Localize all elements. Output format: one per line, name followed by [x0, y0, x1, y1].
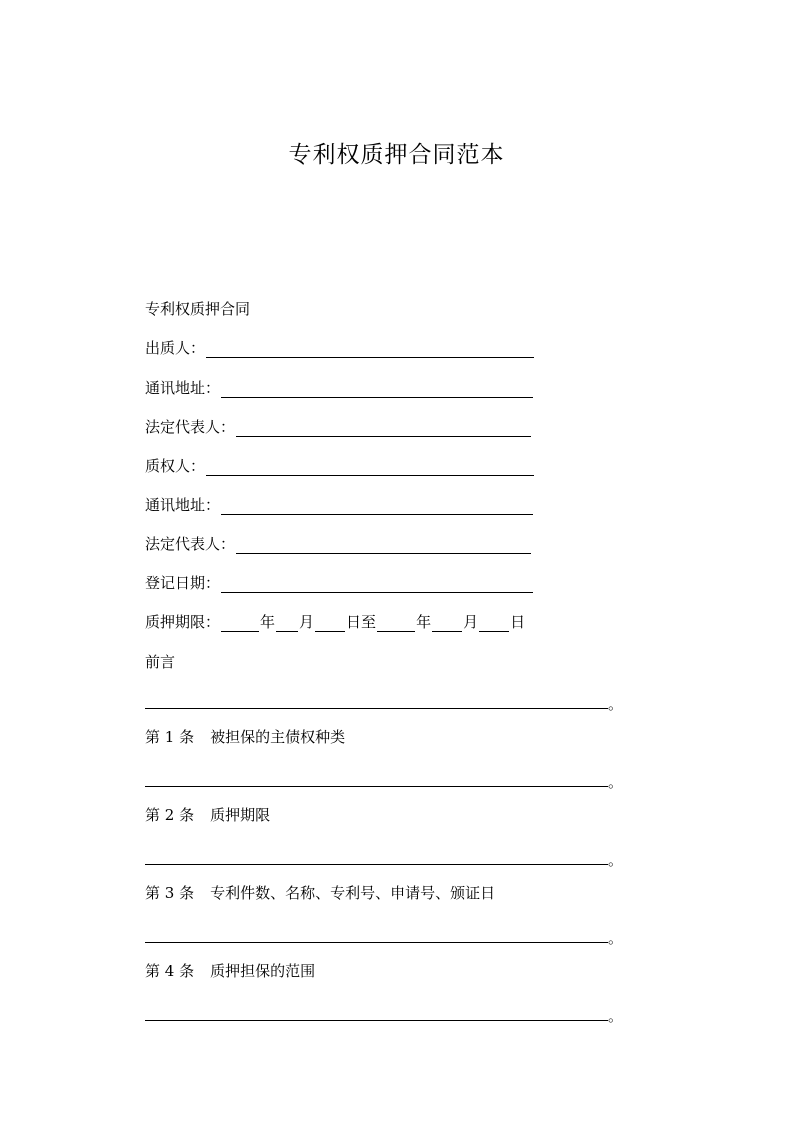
- article-title: 被担保的主债权种类: [210, 728, 346, 746]
- preface-blank[interactable]: [145, 690, 608, 709]
- article-blank[interactable]: [145, 924, 608, 943]
- article-number: 第 3 条: [145, 884, 195, 902]
- field-label: 通讯地址：: [145, 496, 221, 514]
- period-mark: 。: [608, 695, 624, 713]
- field-registration-date: [145, 573, 534, 593]
- document-title: 专利权质押合同范本: [288, 142, 505, 168]
- article-heading: [145, 883, 495, 903]
- month-blank[interactable]: [432, 614, 462, 632]
- month-blank[interactable]: [276, 614, 298, 632]
- field-blank[interactable]: [236, 419, 531, 437]
- field-pledgee-representative: [145, 534, 532, 554]
- year-label: 年: [260, 613, 276, 631]
- article-number: 第 4 条: [145, 962, 195, 980]
- year-blank[interactable]: [377, 614, 415, 632]
- article-heading: [145, 961, 315, 981]
- field-pledgor: [145, 338, 535, 358]
- field-label: 质押期限：: [145, 613, 221, 631]
- day-to-label: 日至: [346, 613, 377, 631]
- field-blank[interactable]: [221, 575, 533, 593]
- article-number: 第 1 条: [145, 728, 195, 746]
- article-heading: [145, 727, 345, 747]
- article-heading: [145, 805, 270, 825]
- field-blank[interactable]: [221, 380, 533, 398]
- field-label: 质权人：: [145, 457, 206, 475]
- field-blank[interactable]: [221, 497, 533, 515]
- preface-heading: [145, 652, 175, 672]
- field-label: 法定代表人：: [145, 535, 236, 553]
- year-blank[interactable]: [221, 614, 259, 632]
- field-label: 法定代表人：: [145, 418, 236, 436]
- article-blank[interactable]: [145, 846, 608, 865]
- field-label: 出质人：: [145, 339, 206, 357]
- field-pledgee-address: [145, 495, 534, 515]
- article-number: 第 2 条: [145, 806, 195, 824]
- field-label: 登记日期：: [145, 574, 221, 592]
- field-pledgee: [145, 456, 535, 476]
- field-blank[interactable]: [206, 458, 534, 476]
- article-blank[interactable]: [145, 1002, 608, 1021]
- year-label: 年: [416, 613, 432, 631]
- period-mark: 。: [608, 1007, 624, 1025]
- article-title: 专利件数、名称、专利号、申请号、颁证日: [210, 884, 496, 902]
- field-label: 通讯地址：: [145, 379, 221, 397]
- period-mark: 。: [608, 851, 624, 869]
- day-blank[interactable]: [479, 614, 509, 632]
- day-label: 日: [510, 613, 526, 631]
- contract-subtitle: [145, 299, 250, 319]
- article-title: 质押担保的范围: [210, 962, 316, 980]
- article-title: 质押期限: [210, 806, 271, 824]
- day-blank[interactable]: [315, 614, 345, 632]
- field-blank[interactable]: [236, 536, 531, 554]
- period-mark: 。: [608, 773, 624, 791]
- article-blank[interactable]: [145, 768, 608, 787]
- month-label: 月: [463, 613, 479, 631]
- field-pledgor-representative: [145, 417, 532, 437]
- month-label: 月: [299, 613, 315, 631]
- field-pledge-period: [145, 612, 525, 632]
- subtitle-text: 专利权质押合同: [145, 300, 251, 318]
- period-mark: 。: [608, 929, 624, 947]
- field-pledgor-address: [145, 378, 534, 398]
- field-blank[interactable]: [206, 340, 534, 358]
- preface-text: 前言: [145, 653, 176, 671]
